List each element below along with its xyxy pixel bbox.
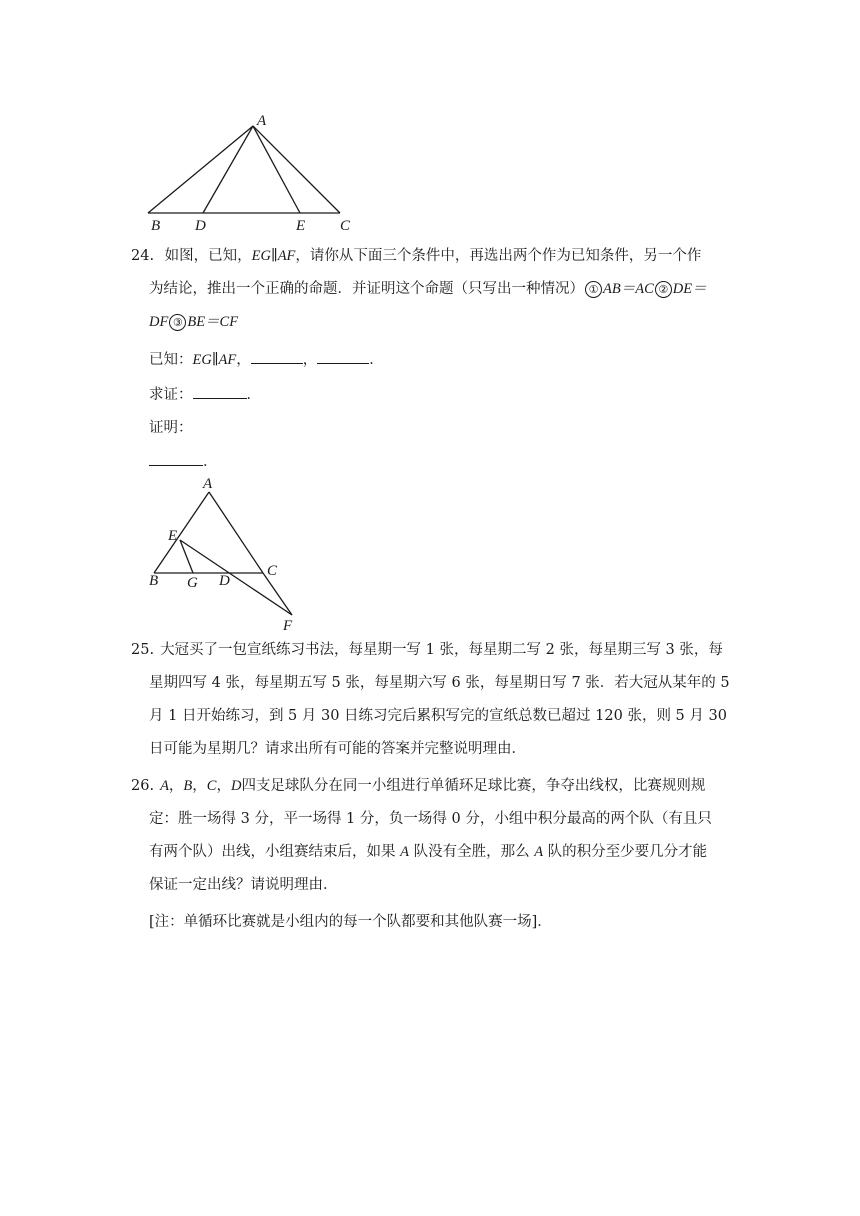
figure-triangle-abc [140,110,370,235]
q26-number: 26. [131,778,155,794]
q24-line-1: 24. 如图，已知，EG∥AF，请你从下面三个条件中，再选出两个作为已知条件，另一个作 [131,248,702,264]
q26-line-4: 保证一定出线？请说明理由． [149,877,338,893]
label-a: A [257,113,267,129]
label-g: G [187,575,198,591]
label-a: A [203,476,213,492]
condition-3-mark: ③ [169,314,186,331]
q24-proof-label: 证明： [149,420,193,436]
q24-number: 24. [131,248,155,264]
condition-2-mark: ② [655,281,672,298]
q25-line-4: 日可能为星期几？请求出所有可能的答案并完整说明理由． [149,741,526,757]
label-f: F [283,618,293,634]
q24-given: 已知：EG∥AF， ， ． [149,349,384,370]
label-b: B [151,218,161,234]
figure-triangle-with-parallel [140,472,310,637]
q26-note: [注：单循环比赛就是小组内的每一个队都要和其他队赛一场]． [149,914,552,930]
segment-ac [253,126,340,213]
prove-blank[interactable] [193,384,247,399]
q26-line-2: 定：胜一场得 3 分，平一场得 1 分，负一场得 0 分，小组中积分最高的两个队（有且只 [149,811,712,827]
q24-line-3: DF ③ BE＝CF [149,314,239,330]
q24-proof-answer: ． [149,451,218,472]
segment-ab [148,126,253,213]
label-d: D [219,573,230,589]
label-d: D [195,218,206,234]
q25-line-2: 星期四写 4 张，每星期五写 5 张，每星期六写 6 张，每星期日写 7 张．若大冠从某年的 5 [149,675,730,691]
q24-line-2: 为结论，推出一个正确的命题．并证明这个命题（只写出一种情况） ① AB＝AC ② DE＝ [149,281,707,297]
q26-line-1: 26. A，B，C，D四支足球队分在同一小组进行单循环足球比赛，争夺出线权，比赛规则规 [131,778,706,794]
q25-line-1: 25. 大冠买了一包宣纸练习书法，每星期一写 1 张，每星期二写 2 张，每星期三写 3 张，每 [131,642,723,658]
label-b: B [149,573,159,589]
q26-line-3: 有两个队）出线，小组赛结束后，如果 A 队没有全胜，那么 A 队的积分至少要几分才能 [149,844,708,860]
label-c: C [340,218,351,234]
segment-ad [203,126,253,213]
condition-1-mark: ① [585,281,602,298]
given-blank-2[interactable] [317,349,369,364]
label-e: E [296,218,306,234]
q25-number: 25. [131,642,155,658]
label-c: C [267,563,278,579]
segment-af [263,573,292,615]
segment-ac [209,492,263,573]
segment-ab [154,492,209,573]
q25-line-3: 月 1 日开始练习，到 5 月 30 日练习完后累积写完的宣纸总数已超过 120 张，则 5 月 30 [149,708,727,724]
given-blank-1[interactable] [251,349,303,364]
proof-blank[interactable] [149,451,203,466]
segment-ae [253,126,300,213]
label-e: E [168,528,178,544]
q24-prove: 求证： ． [149,384,261,405]
